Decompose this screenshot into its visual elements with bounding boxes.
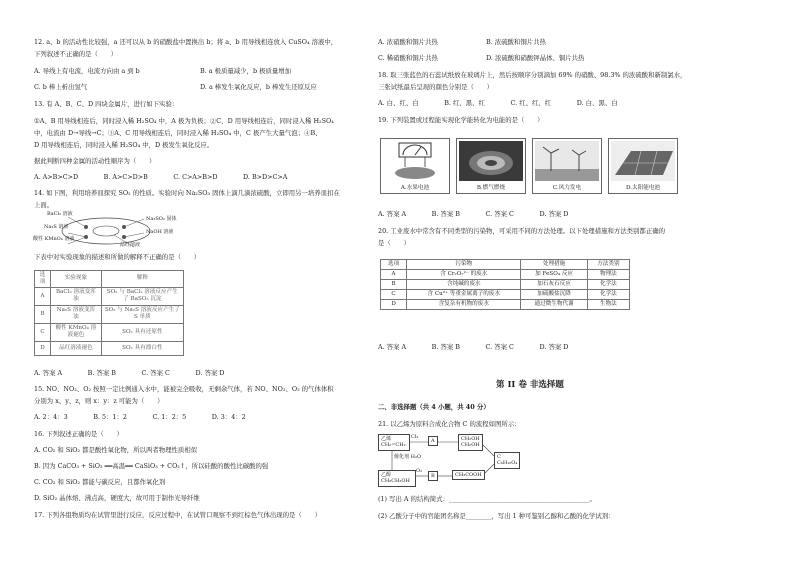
- table-cell: 物理法: [587, 269, 629, 279]
- dish-label-bacl2: BaCl₂ 溶液: [47, 211, 73, 217]
- table-cell: 通过微生物代谢: [521, 299, 587, 309]
- q14-answers: A. 答案 A B. 答案 B C. 答案 C D. 答案 D: [34, 369, 225, 377]
- table-header-row: [35, 271, 184, 288]
- table-cell: 化学法: [587, 289, 629, 299]
- q18-options: A. 白、红、白 B. 红、黑、红 C. 红、红、红 D. 白、黑、白: [378, 99, 618, 107]
- table-cell: SO₂ 与 BaCl₂ 溶液反应产生了 BaSO₃ 沉淀: [101, 287, 183, 305]
- image-caption: D.太阳能电池: [625, 185, 661, 192]
- q20-stem-2: 是（ ）: [378, 239, 410, 247]
- q13-line-3: 中，电流由 D→导线→C；③A、C 用导线相连后，同时浸入稀 H₂SO₄ 中，C 极产生大量气泡；④B、: [34, 129, 322, 137]
- flow-label: CH₂OH: [461, 436, 480, 442]
- left-column: [34, 0, 366, 562]
- q15-options: A. 2：4：3 B. 5：1：2 C. 1：2：5 D. 3：4：2: [34, 413, 246, 421]
- q14-table-intro: 下表中对实验现象的描述和所做的解释不正确的是（ ）: [34, 253, 201, 261]
- image-caption: A.水果电池: [400, 185, 430, 192]
- table-cell: 品红溶液褪色: [51, 341, 102, 355]
- q21-part-1: (1) 写出 A 的结构简式：____________________________________________。: [378, 495, 596, 503]
- table-header-row: [381, 260, 630, 270]
- q17-option-c: C. 稀硝酸和铜片共热: [378, 54, 438, 62]
- solar-panel-image: [608, 138, 678, 194]
- q19-images: [380, 138, 678, 194]
- q20-answers: A. 答案 A B. 答案 B C. 答案 C D. 答案 D: [378, 343, 569, 351]
- q16-option-a: A. CO₂ 和 SiO₂ 都是酸性氧化物，所以两者物理性质相似: [34, 446, 198, 454]
- dish-label-pinhong: 品红溶液: [120, 242, 141, 248]
- flow-label: 乙烯 CH₂=CH₂: [381, 436, 406, 449]
- q16-stem: 16. 下列叙述正确的是（ ）: [34, 430, 123, 438]
- flow-label: CH₃COOH: [455, 472, 482, 478]
- table-cell: 加石灰石反应: [521, 279, 587, 289]
- image-caption: C.风力发电: [552, 185, 582, 192]
- table-row: [381, 299, 630, 309]
- q14-stem: 14. 如下图，利用培养皿探究 SO₂ 的性质。实验时向 Na₂SO₃ 固体上滴几滴浓硫酸，立即用另一培养皿扣在: [34, 189, 340, 197]
- table-header: 方法类别: [587, 260, 629, 270]
- table-header: 选项: [35, 271, 51, 288]
- table-header: 污染物: [407, 260, 521, 270]
- q12-option-c: C. b 棒上析出氢气: [34, 83, 88, 91]
- fruit-battery-image: [380, 138, 450, 194]
- q12-option-b: B. a 极质量减少，b 极质量增加: [200, 67, 292, 75]
- q15-stem-2: 分别为 x、y、z，则 x：y：z 可能为（ ）: [34, 397, 164, 405]
- q15-stem: 15. NO、NO₂、O₂ 按照一定比例通入水中，能被完全吸收，无剩余气体，若 NO、NO₂、O₂ 的气体体积: [34, 385, 334, 393]
- table-header: 解释: [101, 271, 183, 288]
- flow-label: 乙醇 CH₃CH₂OH: [381, 472, 410, 485]
- q18-stem: 18. 取三张蓝色的石蕊试纸放在玻璃片上，然后按顺序分别滴加 69% 的硝酸、98.3% 的浓硫酸和新制氯水，: [378, 71, 687, 79]
- dish-label-kmno4: 酸性 KMnO₄ 溶液: [33, 236, 75, 242]
- table-row: [381, 289, 630, 299]
- flow-c-box: [494, 452, 520, 469]
- table-cell: B: [381, 279, 407, 289]
- q17-option-d: D. 浓硫酸和硝酸钾晶体、铜片共热: [486, 54, 585, 62]
- q14-table: [34, 270, 184, 356]
- flow-label: CH₂OH: [461, 442, 480, 449]
- table-cell: A: [35, 287, 51, 305]
- flow-diol-box: [458, 434, 483, 451]
- table-cell: 含复杂有机物的废水: [407, 299, 521, 309]
- q16-option-d: D. SiO₂ 晶体熔、沸点高，硬度大，故可用于制作光导纤维: [34, 494, 200, 502]
- flow-a-box: [428, 436, 438, 446]
- table-cell: SO₂ 具有还原性: [101, 323, 183, 341]
- q21-flowchart: [378, 432, 548, 490]
- table-cell: 含 Cu²⁺ 等重金属离子的废水: [407, 289, 521, 299]
- q13-stem: 13. 有 A、B、C、D 四块金属片，进行如下实验：: [34, 100, 179, 108]
- q14-stem-2: 上面。: [34, 201, 54, 209]
- q12-stem: 12. a、b 的活动性比较强，a 还可以从 b 的硝酸盐中置换出 b；将 a、b 用导线相连放入 CuSO₄ 溶液中，: [34, 38, 338, 46]
- flow-reagent-catalyst: 催化剂 H₂O: [394, 454, 422, 460]
- q21-stem: 21. 以乙烯为原料合成化合物 C 的流程如图所示：: [378, 420, 521, 428]
- table-cell: SO₂ 具有漂白性: [101, 341, 183, 355]
- part-two-subtitle: 二、非选择题（共 4 小题，共 40 分）: [378, 403, 490, 411]
- table-header: 处理措施: [521, 260, 587, 270]
- table-row: [35, 287, 184, 305]
- table-row: [35, 341, 184, 355]
- right-column: [378, 0, 762, 562]
- flow-label: C₆H₁₀O₄: [497, 460, 518, 467]
- wind-power-image: [532, 138, 602, 194]
- q13-line-5: 据此判断四种金属的活动性顺序为（ ）: [34, 157, 156, 165]
- flow-label: A: [431, 438, 435, 444]
- table-cell: 生物法: [587, 299, 629, 309]
- table-cell: A: [381, 269, 407, 279]
- q16-option-b: B. 因为 CaCO₃ + SiO₂ ══高温══ CaSiO₃ + CO₂↑，所以硅酸的酸性比碳酸的强: [34, 462, 269, 470]
- q12-stem-2: 下列叙述不正确的是（ ）: [34, 50, 118, 58]
- q20-stem: 20. 工业废水中常含有不同类型的污染物，可采用不同的方法处理。以下处理措施和方法类别都正确的: [378, 227, 665, 235]
- table-cell: B: [35, 305, 51, 323]
- table-row: [35, 305, 184, 323]
- flow-reagent-o2: O₂: [416, 468, 423, 474]
- q17-option-a: A. 浓硝酸和铜片共热: [378, 38, 438, 46]
- table-cell: 加硫酸盐沉降: [521, 289, 587, 299]
- flow-b-box: [428, 471, 438, 481]
- table-cell: SO₂ 与 Na₂S 溶液反应产生了 S 单质: [101, 305, 183, 323]
- q13-line-2: ①A、B 用导线相连后，同时浸入稀 H₂SO₄ 中，A 极为负极；②C、D 用导线相连后，同时浸入稀 H₂SO₄: [34, 117, 334, 125]
- table-row: [381, 279, 630, 289]
- dish-label-na2s: Na₂S 溶液: [44, 224, 69, 230]
- flow-ethylene-box: [378, 434, 410, 451]
- table-cell: BaCl₂ 溶液变浑浊: [51, 287, 102, 305]
- table-row: [381, 269, 630, 279]
- table-header: 选项: [381, 260, 407, 270]
- table-cell: 化学法: [587, 279, 629, 289]
- flow-ethanol-box: [378, 470, 416, 487]
- table-cell: C: [35, 323, 51, 341]
- image-caption: B.燃气燃烧: [476, 185, 506, 192]
- dish-label-naoh: NaOH 溶液: [146, 229, 174, 235]
- q18-stem-2: 三张试纸最后呈现的颜色分别是（ ）: [378, 83, 494, 91]
- table-cell: 含 Cr₂O₇²⁻ 的废水: [407, 269, 521, 279]
- table-cell: Na₂S 溶液变浑浊: [51, 305, 102, 323]
- flow-label: C: [497, 454, 501, 460]
- part-two-title: 第 II 卷 非选择题: [496, 380, 564, 390]
- flow-reagent-cl2: Cl₂: [411, 434, 419, 440]
- q13-line-4: D 用导线相连后，同时浸入稀 H₂SO₄ 中，D 极发生氧化反应。: [34, 141, 214, 149]
- table-cell: 加 FeSO₄ 反应: [521, 269, 587, 279]
- q12-option-d: D. a 棒发生氧化反应，b 棒发生还原反应: [200, 83, 317, 91]
- table-cell: 酸性 KMnO₄ 溶液褪色: [51, 323, 102, 341]
- q16-option-c: C. CO₂ 和 SiO₂ 都能与碳反应，且都作氧化剂: [34, 478, 166, 486]
- q21-part-2: (2) 乙酸分子中的官能团名称是________，写出 1 种可鉴别乙醇和乙酸的化学试剂：: [378, 512, 615, 520]
- gas-burner-image: [456, 138, 526, 194]
- q19-stem: 19. 下列装置或过程能实现化学能转化为电能的是（ ）: [378, 116, 544, 124]
- table-row: [35, 323, 184, 341]
- q17-option-b: B. 浓硫酸和铜片共热: [486, 38, 546, 46]
- dish-label-solid: Na₂SO₃ 固体: [146, 216, 177, 222]
- q20-table: [380, 259, 630, 310]
- flow-label: B: [431, 473, 435, 479]
- q19-answers: A. 答案 A B. 答案 B C. 答案 C D. 答案 D: [378, 210, 569, 218]
- q12-option-a: A. 导线上有电流，电流方向由 a 到 b: [34, 67, 140, 75]
- table-cell: D: [35, 341, 51, 355]
- table-cell: C: [381, 289, 407, 299]
- table-cell: 含纯碱的废水: [407, 279, 521, 289]
- flow-acetic-acid-box: [452, 470, 485, 480]
- table-header: 实验现象: [51, 271, 102, 288]
- q17-stem: 17. 下列各组物质均在试管里进行反应，反应过程中，在试管口观察不到红棕色气体出现的是（ ）: [34, 511, 321, 519]
- q13-options: A. A>B>C>D B. A>C>D>B C. C>A>B>D D. B>D>C>A: [34, 173, 288, 181]
- table-cell: D: [381, 299, 407, 309]
